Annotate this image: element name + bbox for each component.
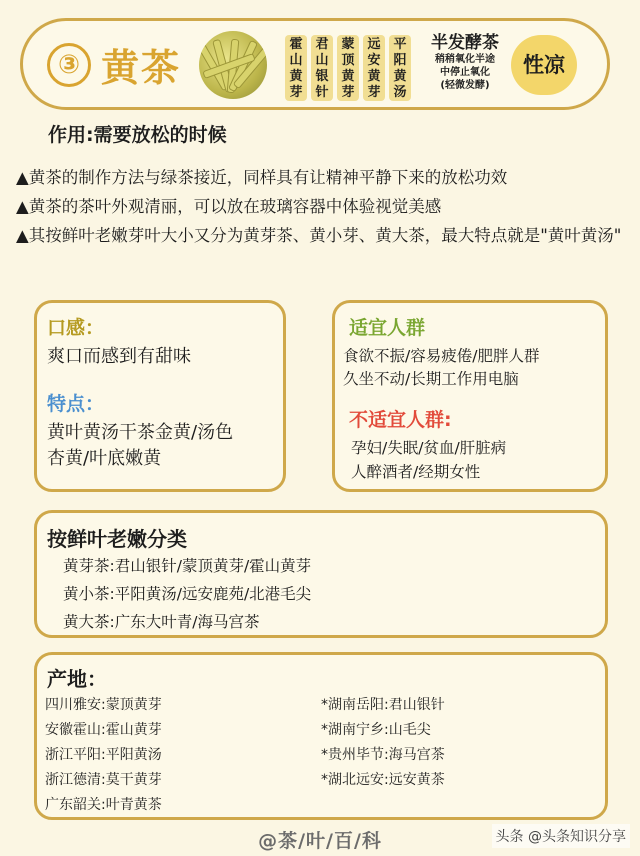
origin-left-3: 浙江德清:莫干黄芽 <box>45 772 162 788</box>
classify-box <box>34 510 608 638</box>
origin-left-1: 安徽霍山:霍山黄芽 <box>45 722 162 738</box>
tea-title: 黄茶 <box>101 46 182 90</box>
taste-text: 爽口而感到有甜味 <box>47 346 191 367</box>
tea-leaves-image <box>199 31 267 99</box>
suitable-line-0: 食欲不振/容易疲倦/肥胖人群 <box>343 347 540 365</box>
variety-3: 远安黄芽 <box>363 35 385 101</box>
origin-left-4: 广东韶关:叶青黄茶 <box>45 797 162 813</box>
taste-box <box>34 300 286 492</box>
origin-box <box>34 652 608 820</box>
unsuitable-line-0: 孕妇/失眠/贫血/肝脏病 <box>351 439 507 457</box>
classify-row-1: 黄小茶:平阳黄汤/远安鹿苑/北港毛尖 <box>63 585 312 603</box>
variety-1: 君山银针 <box>311 35 333 101</box>
ferment-desc-2: (轻微发酵) <box>440 80 490 91</box>
origin-left-2: 浙江平阳:平阳黄汤 <box>45 747 162 763</box>
ferment-box <box>415 33 515 103</box>
effect-heading: 作用:需要放松的时候 <box>48 124 227 146</box>
origin-left-list <box>45 693 162 818</box>
origin-right-list <box>321 693 445 793</box>
title-banner <box>20 18 610 110</box>
suitable-label: 适宜人群 <box>349 317 426 339</box>
suitable-line-1: 久坐不动/长期工作用电脑 <box>343 370 519 388</box>
variety-4: 平阳黄汤 <box>389 35 411 101</box>
watermark: 头条 @头条知识分享 <box>492 824 630 848</box>
crowd-box <box>332 300 608 492</box>
origin-right-2: *贵州毕节:海马宫茶 <box>321 747 445 763</box>
ferment-title: 半发酵茶 <box>431 33 499 53</box>
origin-right-1: *湖南宁乡:山毛尖 <box>321 722 431 738</box>
classify-row-2: 黄大茶:广东大叶青/海马宫茶 <box>63 613 260 631</box>
variety-0: 霍山黄芽 <box>285 35 307 101</box>
variety-2: 蒙顶黄芽 <box>337 35 359 101</box>
origin-right-0: *湖南岳阳:君山银针 <box>321 697 445 713</box>
bullet-0: ▲黄茶的制作方法与绿茶接近，同样具有让精神平静下来的放松功效 <box>16 168 508 187</box>
bullet-1: ▲黄茶的茶叶外观清丽，可以放在玻璃容器中体验视觉美感 <box>16 197 442 216</box>
ferment-desc-1: 中停止氧化 <box>440 67 490 78</box>
ferment-desc-0: 稍稍氧化半途 <box>435 54 495 65</box>
feature-line-0: 黄叶黄汤干茶金黄/汤色 <box>47 422 234 443</box>
footer-brand: @茶/叶/百/科 <box>258 830 382 852</box>
origin-right-3: *湖北远安:远安黄茶 <box>321 772 445 788</box>
classify-label: 按鲜叶老嫩分类 <box>47 527 187 551</box>
unsuitable-label: 不适宜人群: <box>349 409 452 431</box>
classify-row-0: 黄芽茶:君山银针/蒙顶黄芽/霍山黄芽 <box>63 557 312 575</box>
feature-line-1: 杏黄/叶底嫩黄 <box>47 448 162 469</box>
feature-label: 特点： <box>47 393 105 415</box>
nature-badge: 性凉 <box>511 35 577 95</box>
unsuitable-line-1: 人醉酒者/经期女性 <box>351 463 481 481</box>
bullet-list <box>16 163 626 250</box>
origin-label: 产地： <box>47 667 107 691</box>
taste-label: 口感： <box>47 317 105 339</box>
origin-left-0: 四川雅安:蒙顶黄芽 <box>45 697 162 713</box>
bullet-2: ▲其按鲜叶老嫩芽叶大小又分为黄芽茶、黄小芽、黄大茶，最大特点就是"黄叶黄汤" <box>16 226 622 245</box>
section-number: ③ <box>47 43 91 87</box>
